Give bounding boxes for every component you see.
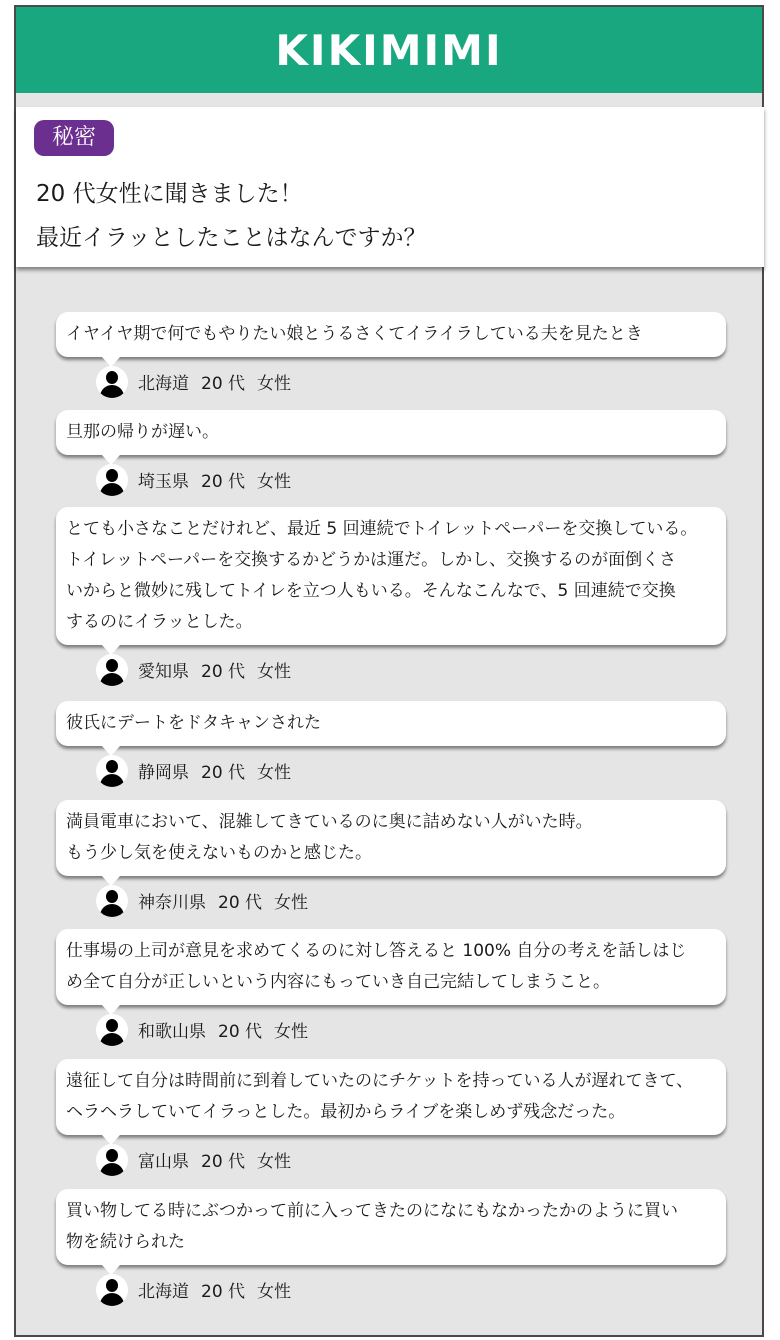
answer-bubble <box>56 410 726 455</box>
secret-badge: 秘密 <box>34 120 114 156</box>
brand-logo: KIKIMIMI <box>275 25 503 75</box>
title-card <box>16 107 764 267</box>
respondent-details <box>138 467 303 492</box>
answer-text-line: トイレットペーパーを交換するかどうかは運だ。しかし、交換するのが面倒くさ <box>66 550 677 570</box>
answer-text-line: 買い物してる時にぶつかって前に入ってきたのになにもなかったかのように買い <box>66 1201 678 1221</box>
respondent-gender: 女性 <box>274 1022 309 1042</box>
respondent-gender: 女性 <box>257 374 292 394</box>
respondent-details <box>138 1017 320 1042</box>
answer-bubble <box>56 929 726 1005</box>
answer-item <box>56 929 726 1051</box>
respondent-details <box>138 657 303 682</box>
respondent-pref: 埼玉県 <box>138 472 189 492</box>
respondent-info <box>56 1011 726 1051</box>
respondent-age: 20 代 <box>218 1022 263 1042</box>
answer-bubble <box>56 312 726 357</box>
respondent-pref: 静岡県 <box>138 763 189 783</box>
answer-text-line: 満員電車において、混雑してきているのに奥に詰めない人がいた時。 <box>66 812 593 832</box>
answer-bubble <box>56 1189 726 1265</box>
answer-bubble <box>56 507 726 645</box>
person-silhouette-icon <box>96 1274 128 1306</box>
respondent-pref: 愛知県 <box>138 662 189 682</box>
answer-text-line: 旦那の帰りが遅い。 <box>66 422 219 442</box>
answer-bubble <box>56 701 726 746</box>
answer-text-line: とても小さなことだけれど、最近 5 回連続でトイレットペーパーを交換している。 <box>66 519 698 539</box>
respondent-age: 20 代 <box>201 472 246 492</box>
answer-bubble <box>56 800 726 876</box>
person-silhouette-icon <box>96 654 128 686</box>
respondent-details <box>138 888 320 913</box>
respondent-pref: 富山県 <box>138 1152 189 1172</box>
answer-item <box>56 701 726 792</box>
respondent-gender: 女性 <box>274 893 309 913</box>
respondent-info <box>56 363 726 403</box>
answer-text-line: め全て自分が正しいという内容にもっていき自己完結してしまうこと。 <box>66 972 610 992</box>
title-line-1: 20 代女性に聞きました！ <box>36 181 303 207</box>
answer-bubble <box>56 1059 726 1135</box>
title-line-2: 最近イラッとしたことはなんですか？ <box>36 225 427 251</box>
respondent-gender: 女性 <box>257 472 292 492</box>
answer-item <box>56 312 726 403</box>
respondent-info <box>56 1141 726 1181</box>
respondent-info <box>56 752 726 792</box>
respondent-pref: 北海道 <box>138 374 189 394</box>
site-header <box>16 7 762 93</box>
respondent-pref: 神奈川県 <box>138 893 206 913</box>
answer-text-line: 遠征して自分は時間前に到着していたのにチケットを持っている人が遅れてきて、 <box>66 1071 694 1091</box>
respondent-gender: 女性 <box>257 763 292 783</box>
answer-item <box>56 1189 726 1311</box>
respondent-details <box>138 758 303 783</box>
respondent-age: 20 代 <box>201 662 246 682</box>
answer-text-line: もう少し気を使えないものかと感じた。 <box>66 843 372 863</box>
person-silhouette-icon <box>96 1014 128 1046</box>
respondent-details <box>138 1277 303 1302</box>
answer-text-line: 仕事場の上司が意見を求めてくるのに対し答えると 100% 自分の考えを話しはじ <box>66 941 687 961</box>
respondent-gender: 女性 <box>257 1282 292 1302</box>
respondent-info <box>56 651 726 691</box>
respondent-gender: 女性 <box>257 662 292 682</box>
respondent-info <box>56 461 726 501</box>
respondent-age: 20 代 <box>201 1282 246 1302</box>
answer-text-line: イヤイヤ期で何でもやりたい娘とうるさくてイライラしている夫を見たとき <box>66 324 643 344</box>
respondent-pref: 和歌山県 <box>138 1022 206 1042</box>
answer-item <box>56 507 726 691</box>
respondent-info <box>56 882 726 922</box>
respondent-age: 20 代 <box>218 893 263 913</box>
answer-text-line: ヘラヘラしていてイラっとした。最初からライブを楽しめず残念だった。 <box>66 1102 626 1122</box>
person-silhouette-icon <box>96 1144 128 1176</box>
respondent-gender: 女性 <box>257 1152 292 1172</box>
answer-text-line: 物を続けられた <box>66 1232 185 1252</box>
content-frame <box>14 5 764 1337</box>
answer-item <box>56 800 726 922</box>
respondent-age: 20 代 <box>201 1152 246 1172</box>
respondent-pref: 北海道 <box>138 1282 189 1302</box>
respondent-age: 20 代 <box>201 374 246 394</box>
answer-item <box>56 410 726 501</box>
answer-item <box>56 1059 726 1181</box>
answer-text-line: いからと微妙に残してトイレを立つ人もいる。そんなこんなで、5 回連続で交換 <box>66 581 676 601</box>
respondent-details <box>138 369 303 394</box>
person-silhouette-icon <box>96 885 128 917</box>
person-silhouette-icon <box>96 755 128 787</box>
respondent-details <box>138 1147 303 1172</box>
person-silhouette-icon <box>96 464 128 496</box>
person-silhouette-icon <box>96 366 128 398</box>
answer-text-line: するのにイラッとした。 <box>66 612 253 632</box>
respondent-info <box>56 1271 726 1311</box>
answer-text-line: 彼氏にデートをドタキャンされた <box>66 713 321 733</box>
respondent-age: 20 代 <box>201 763 246 783</box>
